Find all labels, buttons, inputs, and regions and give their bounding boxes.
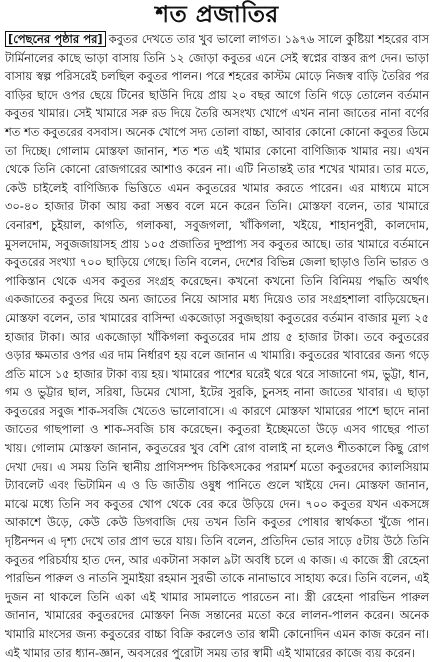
headline: শত প্রজাতির — [155, 1, 279, 28]
article-body-text: কবুতর দেখতে তার খুব ভালো লাগত। ১৯৭৬ সালে কুষ্টিয়া শহরের বাস টার্মিনালের কাছে ভাড়া বাসায় তিনি ১২ জোড়া কবুতর এনে সেই স্বপ্নের বাস্তব রূপ দেন। ভাড়া বাসায় স্বল্প পরিসরেই চলছিল কবুতর পালন। পরে শহরের কাস্টম মোড়ে নিজস্ব বাড়ি তৈরির পর বাড়ির ছাদে ওপর ছেয়ে টিনের ছাউনি দিয়ে প্রায় ২০ বছর আগে তিনি গড়ে তোলেন বর্তমান কবুতর খামার। সেই খামারে সরু রড দিয়ে তৈরি অসংখ্য খোপে এখন নানা জাতের নানা বর্ণের শত শত কবুতরের বসবাস। অনেক খোপে সদ্য তোলা বাচ্চা, আবার কোনো কোনো কবুতর ডিমে তা দিচ্ছে। গোলাম মোস্তফা জানান, শত শত এই খামার কোনো বাণিজ্যিক খামার নয়। এখন থেকে তিনি কোনো রোজগারের আশাও করেন না। এটি নিতান্তই তার শখের খামার। তার মতে, কেউ চাইলেই বাণিজ্যিক ভিত্তিতে এমন কবুতরের খামার করতে পারেন। এর মাধ্যমে মাসে ৩০-৪০ হাজার টাকা আয় করা সম্ভব বলে মনে করেন তিনি। মোস্তফা বলেন, তার খামারে বেনারশ, চুইয়াল, কাগতি, গলাকষা, সবুজগলা, খাঁকিগলা, খইয়ে, শাহানপুরী, কালদোম, মুসলদোম, সবুজজায়াসহ প্রায় ১০৫ প্রজাতির দুষ্প্রাপ্য সব কবুতর আছে। তার খামারে বর্তমানে কবুতরের সংখ্যা ৭০০ ছাড়িয়ে গেছে। তিনি বলেন, দেশের বিভিন্ন জেলা ছাড়াও তিনি ভারত ও পাকিস্তান থেকে এসব কবুতর সংগ্রহ করেছেন। কখনো কখনো তিনি বিনিময় পদ্ধতি অর্থাৎ একজাতের কবুতর দিয়ে অন্য জাতের নিয়ে আসার মধ্য দিয়েও তার সংগ্রহশালা বাড়িয়েছেন। মোস্তফা বলেন, তার খামারের বাসিন্দা একজোড়া সবুজছায়া কবুতরের বর্তমান বাজার মূল্য ২৫ হাজার টাকা। আর একজোড়া খাঁকিগলা কবুতরের দাম প্রায় ৫ হাজার টাকা। তবে কবুতরের ওড়ার ক্ষমতার ওপর এর দাম নির্ধারণ হয় বলে জানান এ খামারি। কবুতরের খাবারের জন্য গড়ে প্রতি মাসে ১৫ হাজার টাকা ব্যয় হয়। খামারের পাশের ঘরেই থরে থরে সাজানো গম, ভুট্টা, ধান, গম ও ভুট্টার ছাল, সরিষা, ডিমের খোসা, ইটের সুরকি, চুনসহ নানা জাতের খাবার। এ ছাড়া কবুতরের সবুজ শাক-সবজি খেতেও ভালোবাসে। এ কারণে মোস্তফা খামারের পাশে ছাদে নানা জাতের গাছপালা ও শাক-সবজি চাষ করেছেন। কবুতরা ইচ্ছেমতো উড়ে এসব গাছের পাতা খায়। গোলাম মোস্তফা জানান, কবুতরের খুব বেশি রোগ বালাই না হলেও শীতকালে কিছু রোগ দেখা দেয়। এ সময় তিনি স্থানীয় প্রাণিসম্পদ চিকিৎসকের পরামর্শ মতো কবুতরদের ক্যালসিয়াম ট্যাবলেট এবং ভিটামিন এ ও ডি জাতীয় ওষুধ পানিতে গুলে খাইয়ে দেন। মোস্তফা জানান, মাঝে মধ্যে তিনি সব কবুতর খোপ থেকে বের করে উড়িয়ে দেন। ৭০০ কবুতর যখন একসঙ্গে আকাশে উড়ে, কেউ কেউ ডিগবাজি দেয় তখন তিনি কবুতর পোষার স্বার্থকতা খুঁজে পান। দৃষ্টিনন্দন এ দৃশ্য দেখে তার প্রাণ ভরে যায়। তিনি বলেন, প্রতিদিন ভোর সাড়ে ৫টায় উঠে তিনি কবুতর পরিচর্যায় হাত দেন, আর একটানা সকাল ৯টা অবধি চলে এ কাজ। এ কাজে স্ত্রী রেহেনা পারভিন পারুল ও নাতনি সুমাইয়া রহমান সুরভী তাকে নানাভাবে সাহায্য করে। তিনি বলেন, এই দুজন না থাকলে তিনি একা এই খামার সামলাতে পারতেন না। স্ত্রী রেহেনা পারভিন পারুল জানান, খামারের কবুতরদের মোস্তফা নিজ সন্তানের মতো করে লালন-পালন করেন। অনেক খামারি মাংসের জন্য কবুতরের বাচ্চা বিক্রি করলেও তার স্বামী কোনোদিন এমন কাজ করেন না। এই খামার তার ধ্যান-জ্ঞান, অবসরের পুরোটা সময় তার স্বামী এই খামারের কাজে ব্যয় করেন। — [5, 32, 429, 660]
article-body-paragraph — [5, 30, 429, 662]
continuation-label: [পেছনের পৃষ্ঠার পর] — [5, 31, 106, 47]
